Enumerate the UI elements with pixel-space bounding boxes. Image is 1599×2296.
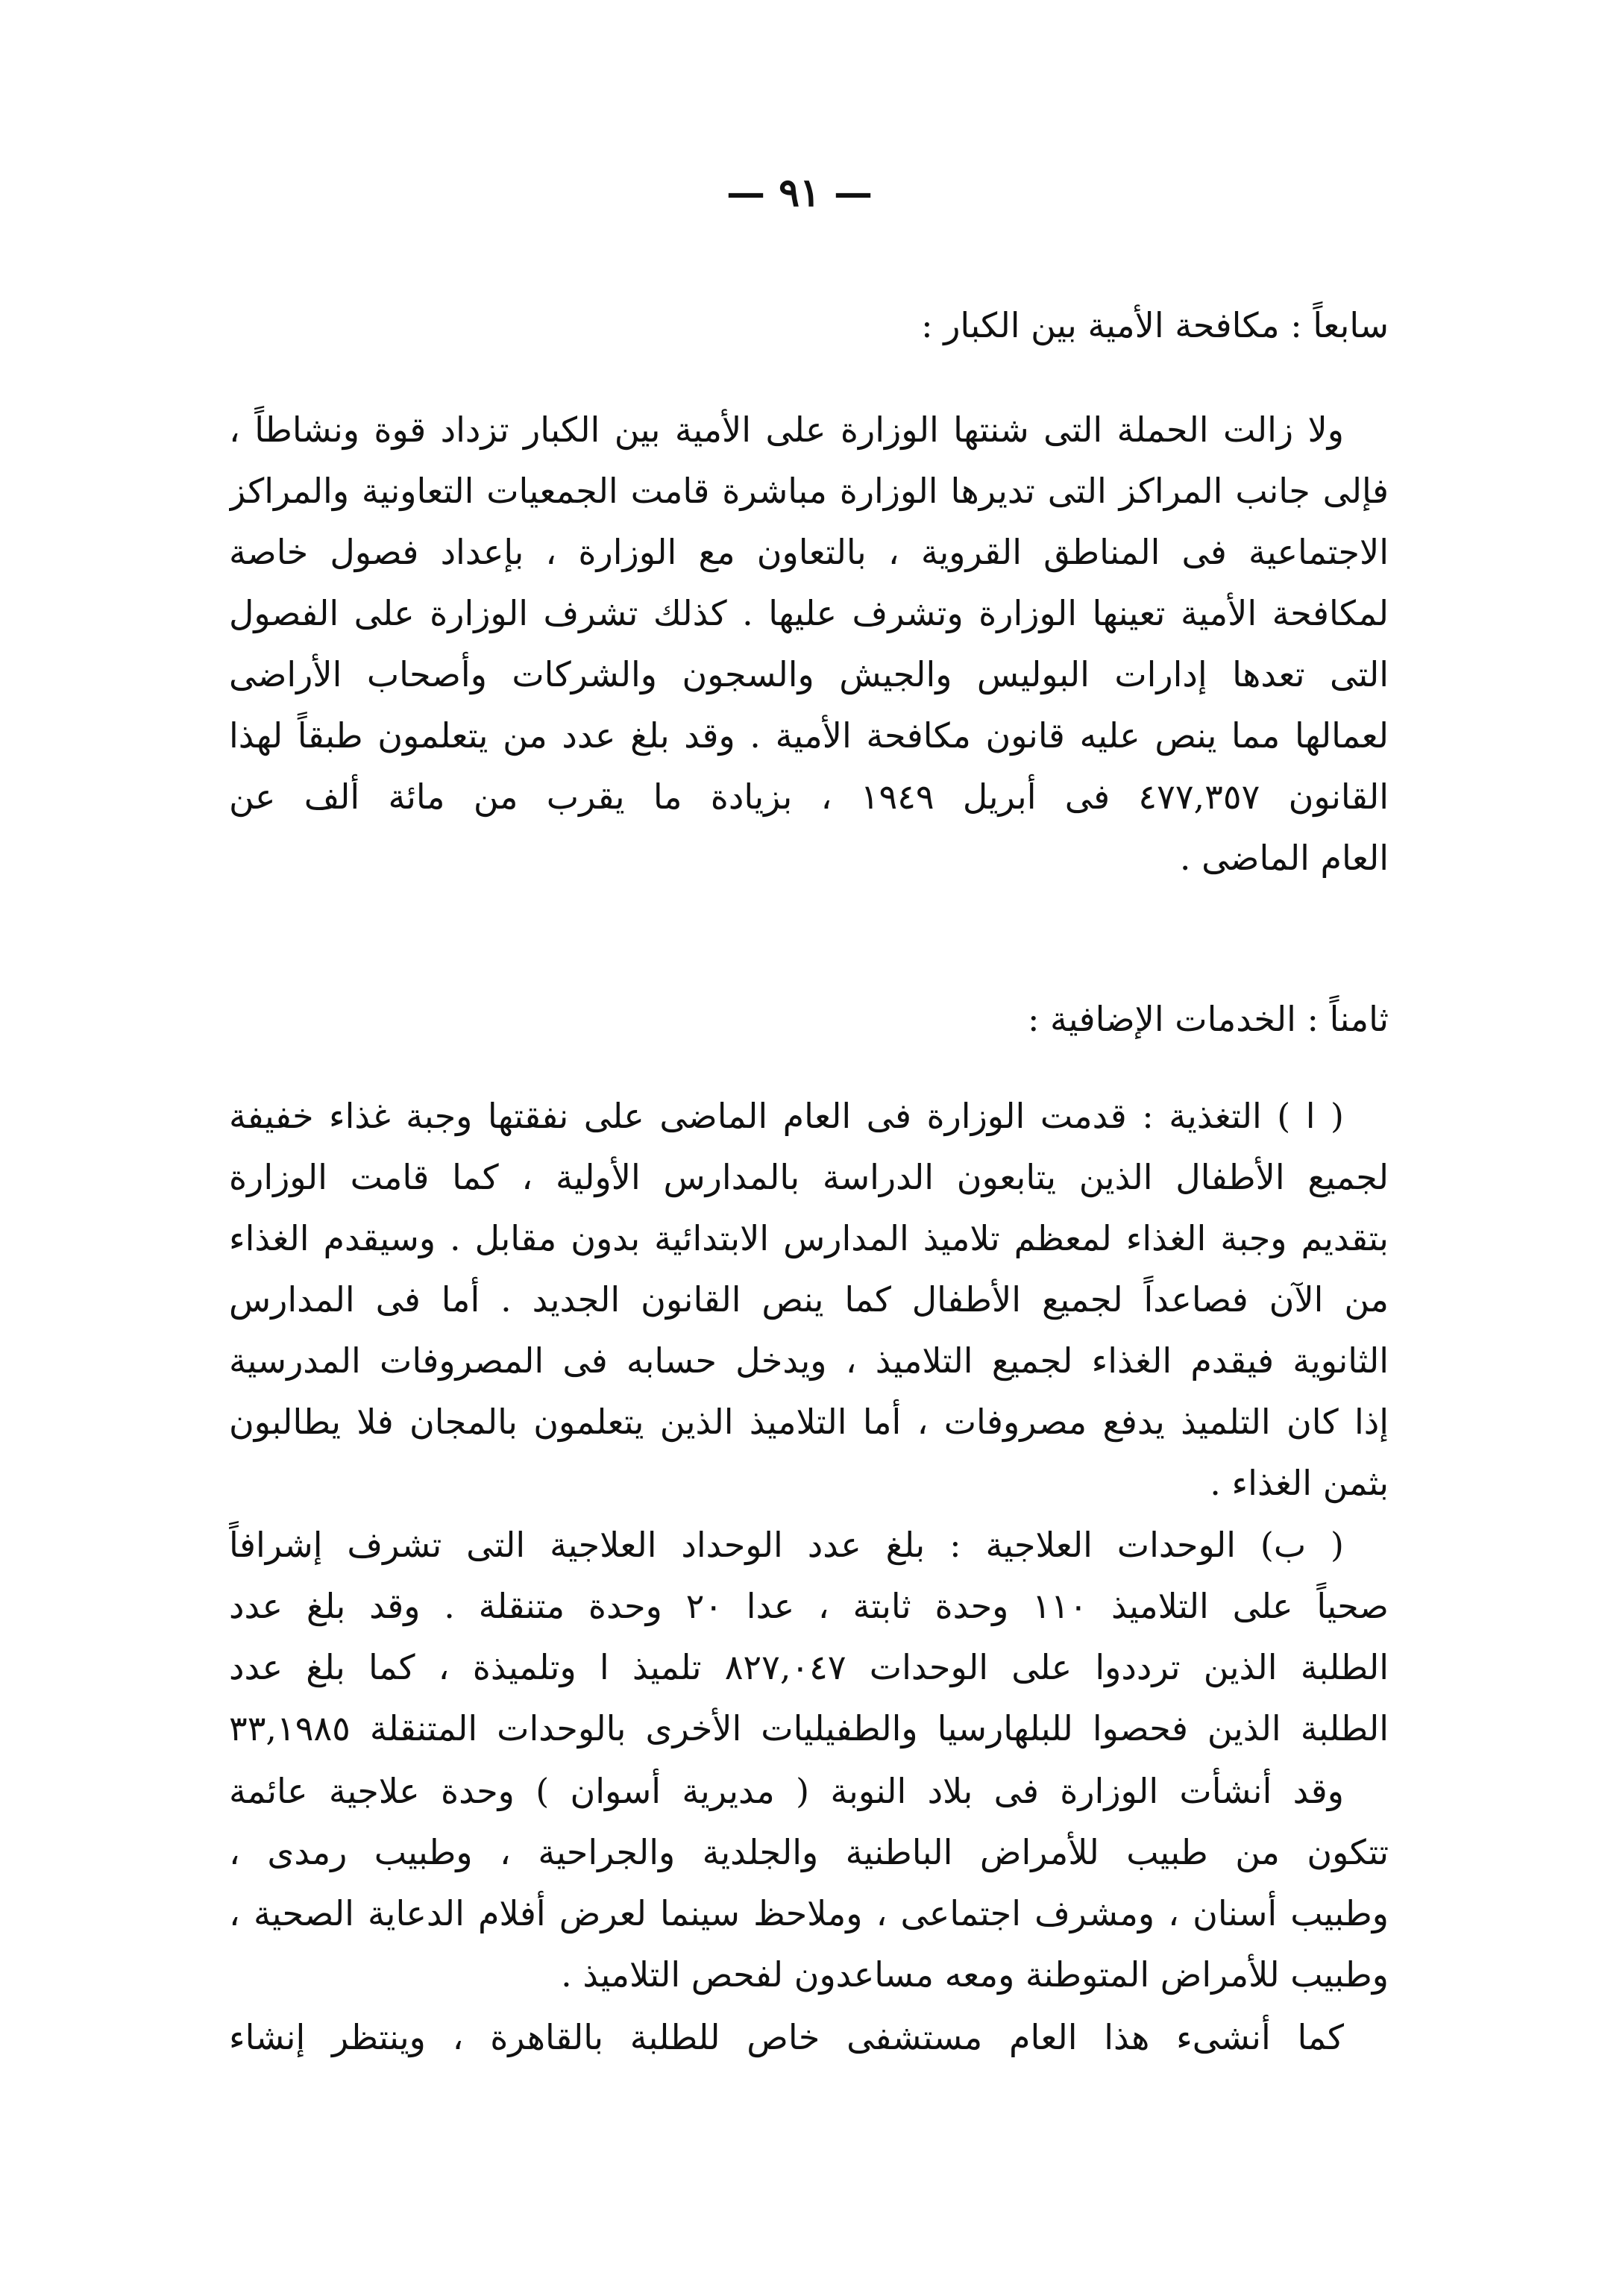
paragraph-nubia-unit — [229, 1760, 1389, 2005]
paragraph-hospital — [229, 2007, 1389, 2068]
paragraph-nutrition — [229, 1085, 1389, 1514]
paragraph-line: الثانوية فيقدم الغذاء لجميع التلاميذ ، ويدخل حسابه فى المصروفات المدرسية — [229, 1340, 1389, 1381]
paragraph-line: وطبيب أسنان ، ومشرف اجتماعى ، وملاحظ سينما لعرض أفلام الدعاية الصحية ، — [229, 1893, 1389, 1933]
paragraph-line: التى تعدها إدارات البوليس والجيش والسجون والشركات وأصحاب الأراضى — [229, 654, 1389, 694]
paragraph-literacy — [229, 399, 1389, 888]
page-number: — ٩١ — — [726, 170, 873, 216]
paragraph-line: بثمن الغذاء . — [1210, 1463, 1389, 1503]
paragraph-treatment-units — [229, 1514, 1389, 1759]
paragraph-line: ( ب) الوحدات العلاجية : بلغ عدد الوحداد العلاجية التى تشرف إشرافاً — [229, 1525, 1344, 1565]
paragraph-line: كما أنشىء هذا العام مستشفى خاص للطلبة بالقاهرة ، وينتظر إنشاء — [229, 2017, 1344, 2057]
section-heading-literacy: سابعاً : مكافحة الأمية بين الكبار : — [921, 305, 1389, 345]
paragraph-line: ولا زالت الحملة التى شنتها الوزارة على الأمية بين الكبار تزداد قوة ونشاطاً ، — [229, 410, 1344, 450]
paragraph-line: القانون ٤٧٧,٣٥٧ فى أبريل ١٩٤٩ ، بزيادة ما يقرب من مائة ألف عن — [229, 777, 1389, 817]
paragraph-line: من الآن فصاعداً لجميع الأطفال كما ينص القانون الجديد . أما فى المدارس — [229, 1279, 1389, 1320]
paragraph-line: وقد أنشأت الوزارة فى بلاد النوبة ( مديرية أسوان ) وحدة علاجية عائمة — [229, 1771, 1344, 1811]
paragraph-line: لجميع الأطفال الذين يتابعون الدراسة بالمدارس الأولية ، كما قامت الوزارة — [229, 1157, 1389, 1197]
paragraph-line: بتقديم وجبة الغذاء لمعظم تلاميذ المدارس الابتدائية بدون مقابل . وسيقدم الغذاء — [229, 1218, 1389, 1258]
paragraph-line: تتكون من طبيب للأمراض الباطنية والجلدية والجراحية ، وطبيب رمدى ، — [229, 1832, 1389, 1872]
paragraph-line: الطلبة الذين ترددوا على الوحدات ٨٢٧,٠٤٧ تلميذ ا وتلميذة ، كما بلغ عدد — [229, 1647, 1389, 1687]
paragraph-line: صحياً على التلاميذ ١١٠ وحدة ثابتة ، عدا ٢٠ وحدة متنقلة . وقد بلغ عدد — [229, 1586, 1389, 1626]
paragraph-line: العام الماضى . — [1179, 838, 1389, 878]
paragraph-line: لمكافحة الأمية تعينها الوزارة وتشرف عليها . كذلك تشرف الوزارة على الفصول — [229, 593, 1389, 633]
paragraph-line: الطلبة الذين فحصوا للبلهارسيا والطفيليات الأخرى بالوحدات المتنقلة ٣٣,١٩٨٥ — [229, 1708, 1389, 1748]
paragraph-line: فإلى جانب المراكز التى تديرها الوزارة مباشرة قامت الجمعيات التعاونية والمراكز — [229, 471, 1389, 511]
paragraph-line: إذا كان التلميذ يدفع مصروفات ، أما التلاميذ الذين يتعلمون بالمجان فلا يطالبون — [229, 1402, 1389, 1442]
paragraph-line: وطبيب للأمراض المتوطنة ومعه مساعدون لفحص التلاميذ . — [561, 1954, 1389, 1995]
section-heading-services: ثامناً : الخدمات الإضافية : — [1027, 999, 1389, 1039]
paragraph-line: لعمالها مما ينص عليه قانون مكافحة الأمية . وقد بلغ عدد من يتعلمون طبقاً لهذا — [229, 715, 1389, 756]
paragraph-line: ( ا ) التغذية : قدمت الوزارة فى العام الماضى على نفقتها وجبة غذاء خفيفة — [229, 1096, 1344, 1136]
paragraph-line: الاجتماعية فى المناطق القروية ، بالتعاون مع الوزارة ، بإعداد فصول خاصة — [229, 532, 1389, 572]
